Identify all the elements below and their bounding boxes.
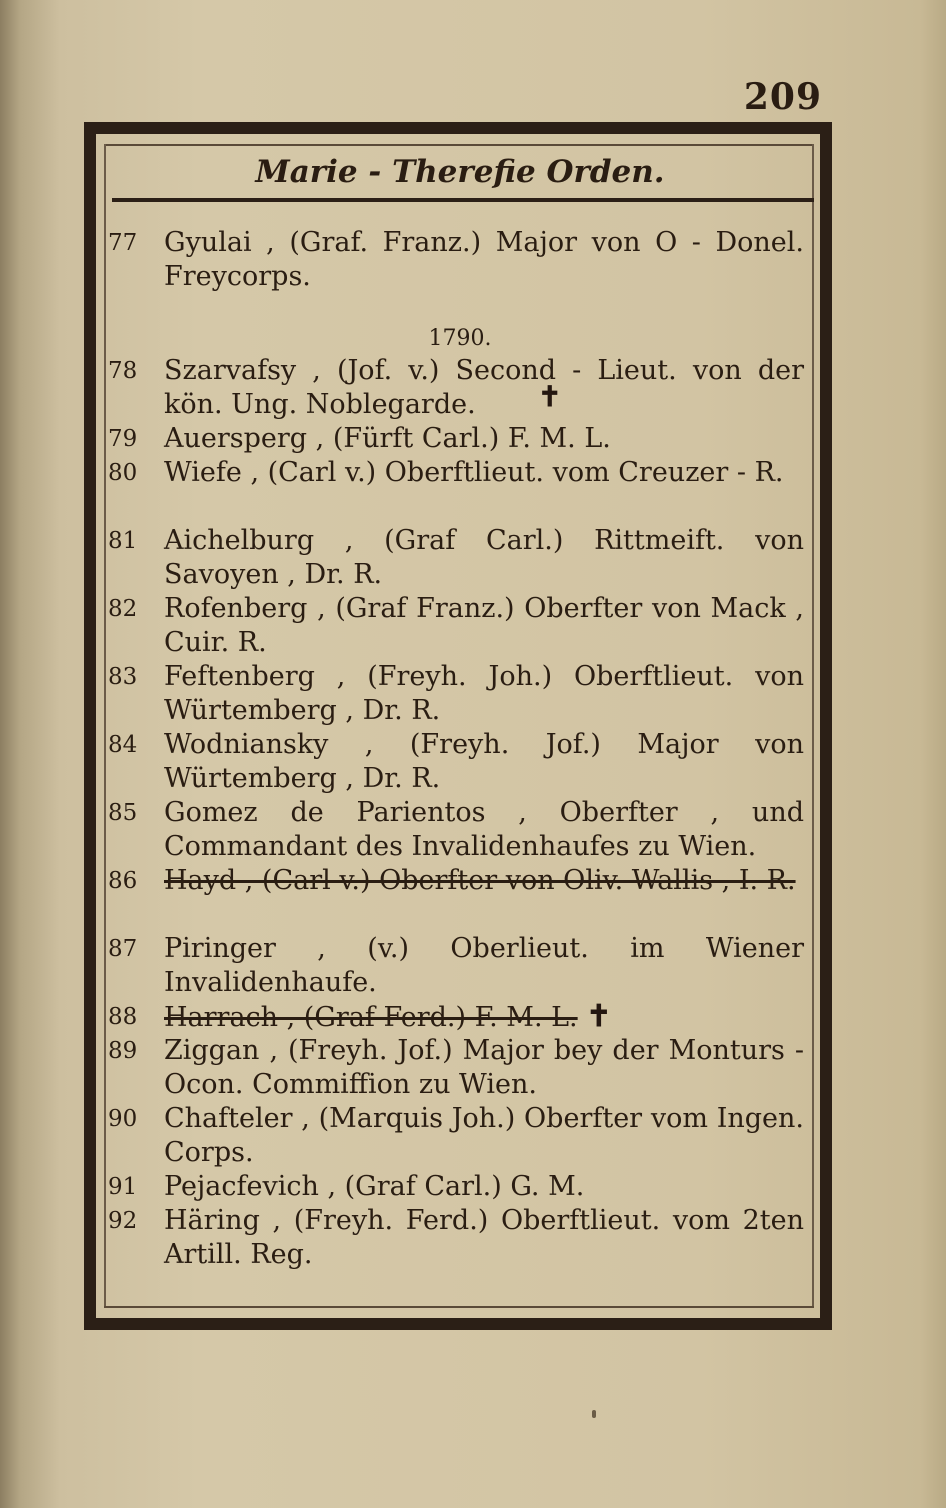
frame-right: [820, 122, 832, 1330]
entry-number: 86: [108, 868, 138, 894]
entry-number: 79: [108, 426, 138, 452]
inner-line-top: [104, 144, 814, 146]
entry-number: 85: [108, 800, 138, 826]
inner-line-right: [812, 144, 814, 1308]
entry-number: 84: [108, 732, 138, 758]
year-heading: 1790.: [428, 326, 492, 351]
handwritten-cross-mark: ✝: [538, 380, 562, 413]
entry-text: Rofenberg , (Graf Franz.) Oberfter von Mack , Cuir. R.: [164, 593, 804, 658]
entry-text: Piringer , (v.) Oberlieut. im Wiener Invalidenhaufe.: [164, 933, 804, 998]
entry-text: Ziggan , (Freyh. Jof.) Major bey der Monturs - Ocon. Commiffion zu Wien.: [164, 1035, 804, 1100]
entry-text: Feftenberg , (Freyh. Joh.) Oberftlieut. von Würtemberg , Dr. R.: [164, 661, 804, 726]
entry-text: Wiefe , (Carl v.) Oberftlieut. vom Creuzer - R.: [164, 457, 784, 488]
entry-text: Wodniansky , (Freyh. Jof.) Major von Würtemberg , Dr. R.: [164, 729, 804, 794]
entry-number: 77: [108, 230, 138, 256]
entry-text: Pejacfevich , (Graf Carl.) G. M.: [164, 1171, 585, 1202]
entry-text: Auersperg , (Fürft Carl.) F. M. L.: [164, 423, 611, 454]
entry-number: 78: [108, 358, 138, 384]
entry-text-struck: Hayd , (Carl v.) Oberfter von Oliv. Wallis , I. R.: [164, 865, 796, 896]
entry-number: 89: [108, 1038, 138, 1064]
entry-number: 92: [108, 1208, 138, 1234]
page-dot: [592, 1410, 596, 1418]
frame-bottom: [84, 1318, 832, 1330]
page-number: 209: [743, 76, 822, 118]
entry-text: Aichelburg , (Graf Carl.) Rittmeift. von Savoyen , Dr. R.: [164, 525, 804, 590]
frame-left: [84, 122, 96, 1330]
entry-text: Gomez de Parientos , Oberfter , und Commandant des Invalidenhaufes zu Wien.: [164, 797, 804, 862]
header-rule: [112, 198, 814, 202]
entry-number: 82: [108, 596, 138, 622]
entry-number: 87: [108, 936, 138, 962]
entry-text-struck: Harrach , (Graf Ferd.) F. M. L.: [164, 1002, 578, 1033]
inner-line-bottom: [104, 1306, 814, 1308]
entry-number: 90: [108, 1106, 138, 1132]
entry-88-line: [164, 1000, 804, 1035]
entry-number: 91: [108, 1174, 138, 1200]
entry-number: 80: [108, 460, 138, 486]
frame-top: [84, 122, 832, 134]
handwritten-cross-mark: ✝: [586, 999, 612, 1034]
entry-number: 88: [108, 1004, 138, 1030]
section-title: Marie - Therefie Orden.: [255, 154, 665, 190]
entry-text: Chafteler , (Marquis Joh.) Oberfter vom Ingen. Corps.: [164, 1103, 804, 1168]
entry-number: 83: [108, 664, 138, 690]
entry-number: 81: [108, 528, 138, 554]
inner-line-left: [104, 144, 106, 1308]
entry-text: Gyulai , (Graf. Franz.) Major von O - Donel. Freycorps.: [164, 227, 804, 292]
entry-text: Häring , (Freyh. Ferd.) Oberftlieut. vom 2ten Artill. Reg.: [164, 1205, 804, 1270]
entry-text: Szarvafsy , (Jof. v.) Second - Lieut. von der kön. Ung. Noblegarde.: [164, 355, 804, 420]
